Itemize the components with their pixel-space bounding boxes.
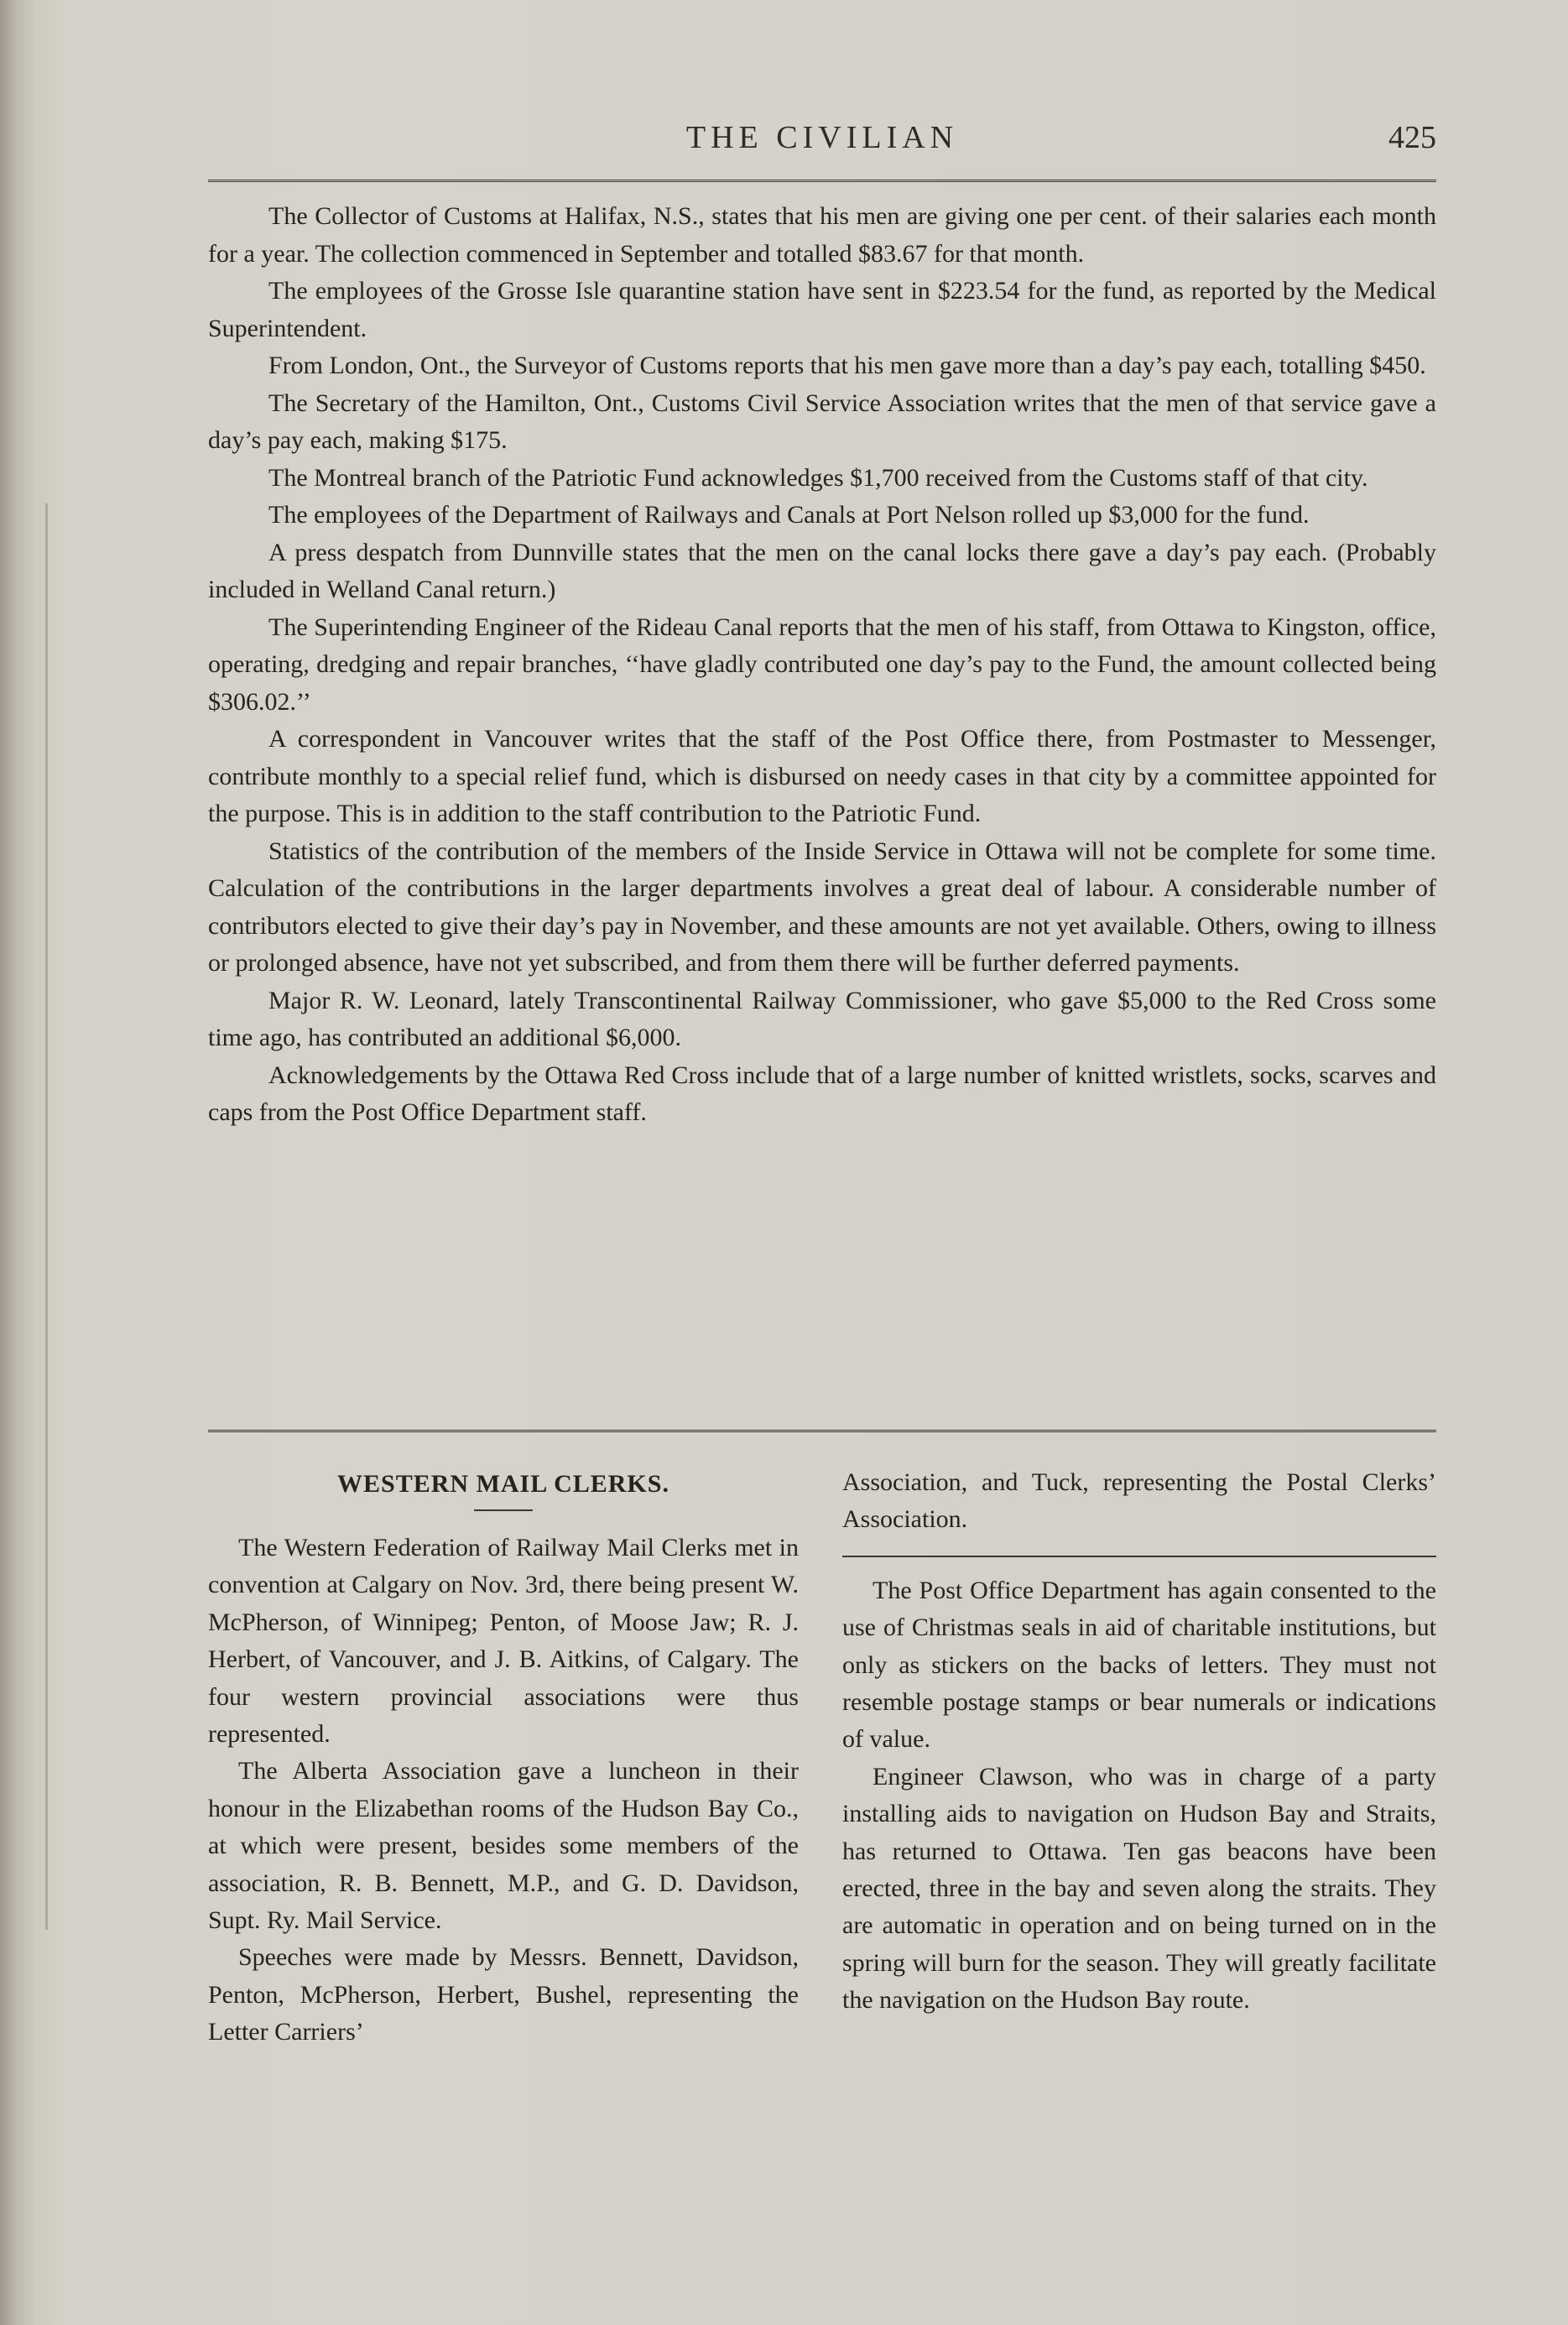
paragraph-rideau: The Superintending Engineer of the Rideau Canal reports that the men of his staff, from Ottawa to Kingston, office, operating, dredging and repair branches, ‘‘have gladly contributed one day’s pay to the Fund, the amount collected being $306.02.’’ — [208, 613, 1436, 716]
spine-edge-line — [45, 503, 48, 1930]
paragraph-dunnville: A press despatch from Dunnville states that the men on the canal locks there gave a day’s pay each. (Probably included in Welland Canal return.) — [208, 538, 1436, 603]
section-divider-rule — [208, 1430, 1436, 1436]
running-title: THE CIVILIAN — [685, 120, 959, 155]
column-rule — [842, 1556, 1436, 1557]
paragraph-vancouver: A correspondent in Vancouver writes that the staff of the Post Office there, from Postmaster to Messenger, contribute monthly to a special relief fund, which is disbursed on needy cases in that city by a committee appointed for the purpose. This is in addition to the staff contribution to the Patriotic Fund. — [208, 725, 1436, 827]
paragraph-london: From London, Ont., the Surveyor of Customs reports that his men gave more than a day’s pay each, totalling $450. — [268, 352, 1426, 379]
section-heading: WESTERN MAIL CLERKS. — [337, 1470, 669, 1498]
paragraph-grosse-isle: The employees of the Grosse Isle quarantine station have sent in $223.54 for the fund, as reported by the Medical Superintendent. — [208, 277, 1436, 342]
page-number: 425 — [1388, 120, 1436, 155]
paragraph-federation: The Western Federation of Railway Mail Clerks met in convention at Calgary on Nov. 3rd, there being present W. McPherson, of Winnipeg; Penton, of Moose Jaw; R. J. Herbert, of Vancouver, and J. B. Aitkins, of Calgary. The four western provincial associations were thus represented. — [208, 1534, 799, 1749]
paragraph-clawson: Engineer Clawson, who was in charge of a party installing aids to navigation on Hudson Bay and Straits, has returned to Ottawa. Ten gas beacons have been erected, three in the bay and seven along the straits. They are automatic in operation and on being turned on in the spring will burn for the season. They will greatly facilitate the navigation on the Hudson Bay route. — [842, 1762, 1436, 2015]
paragraph-christmas-seals: The Post Office Department has again consented to the use of Christmas seals in aid of charitable institutions, but only as stickers on the backs of letters. They must not resemble postage stamps or bear numerals or indications of value. — [842, 1576, 1436, 1754]
paragraph-port-nelson: The employees of the Department of Railways and Canals at Port Nelson rolled up $3,000 for the fund. — [268, 501, 1310, 529]
paragraph-montreal: The Montreal branch of the Patriotic Fund acknowledges $1,700 received from the Customs staff of that city. — [268, 463, 1368, 492]
paragraph-speeches-continued: Association, and Tuck, representing the Postal Clerks’ Association. — [842, 1468, 1436, 1534]
paragraph-red-cross: Acknowledgements by the Ottawa Red Cross include that of a large number of knitted wristlets, socks, scarves and caps from the Post Office Department staff. — [208, 1061, 1436, 1126]
paragraph-statistics: Statistics of the contribution of the members of the Inside Service in Ottawa will not be complete for some time. Calculation of the contributions in the larger departments involves a great deal of labour. A considerable number of contributors elected to give their day’s pay in November, and these amounts are not yet available. Others, owing to illness or prolonged absence, have not yet subscribed, and from them there will be further deferred payments. — [208, 837, 1436, 977]
paragraph-leonard: Major R. W. Leonard, lately Transcontinental Railway Commissioner, who gave $5,000 to the Red Cross some time ago, has contributed an additional $6,000. — [208, 986, 1436, 1051]
paragraph-speeches: Speeches were made by Messrs. Bennett, Davidson, Penton, McPherson, Herbert, Bushel, representing the Letter Carriers’ — [208, 1943, 799, 2046]
header-rule — [208, 180, 1436, 185]
right-column — [842, 1464, 1436, 2020]
paragraph-alberta: The Alberta Association gave a luncheon in their honour in the Elizabethan rooms of the Hudson Bay Co., at which were present, besides some members of the association, R. B. Bennett, M.P., and G. D. Davidson, Supt. Ry. Mail Service. — [208, 1757, 799, 1935]
heading-short-rule — [474, 1509, 533, 1511]
page-header — [208, 119, 1436, 169]
book-spine-shadow — [0, 0, 50, 2325]
left-column — [208, 1464, 799, 2051]
paragraph-halifax: The Collector of Customs at Halifax, N.S., states that his men are giving one per cent. of their salaries each month for a year. The collection commenced in September and totalled $83.67 for that month. — [208, 202, 1436, 268]
main-column — [208, 198, 1436, 1132]
paragraph-hamilton: The Secretary of the Hamilton, Ont., Customs Civil Service Association writes that the men of that service gave a day’s pay each, making $175. — [208, 388, 1436, 454]
